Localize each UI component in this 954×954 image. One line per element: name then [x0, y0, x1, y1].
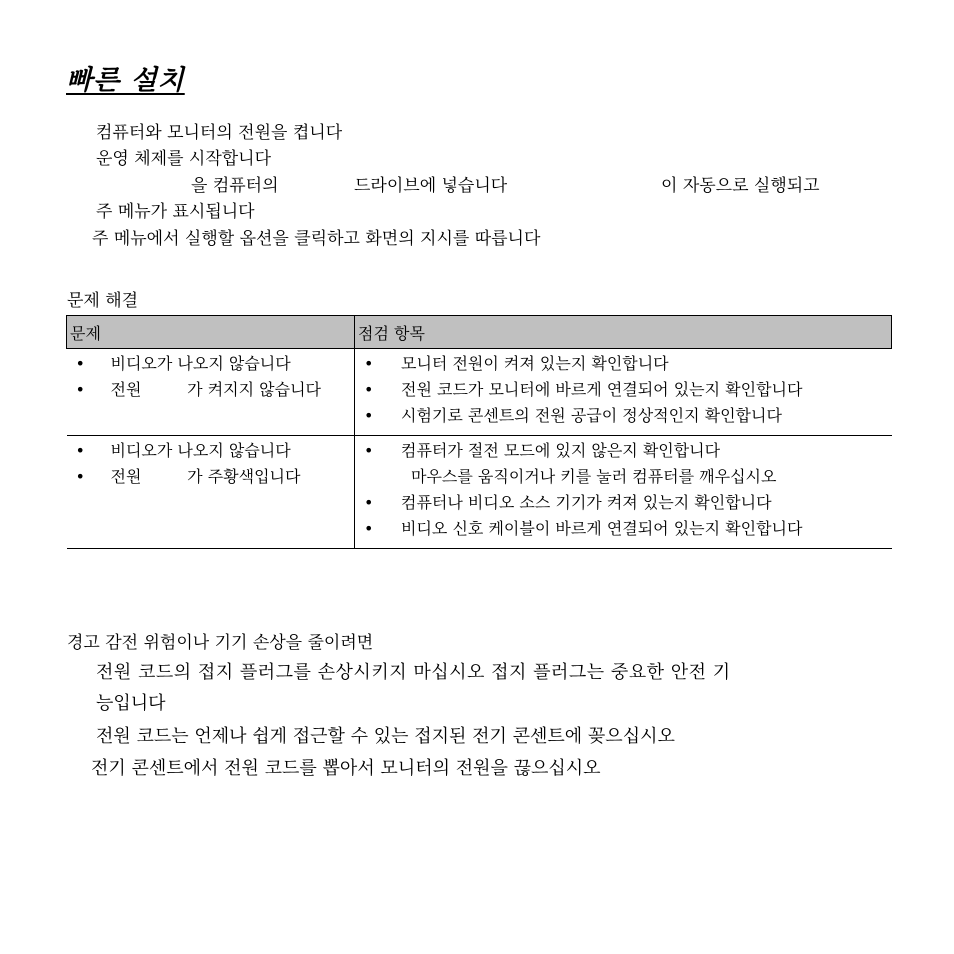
warning-heading: 경고 감전 위험이나 기기 손상을 줄이려면 [67, 633, 374, 653]
setup-step-3b: 드라이브에 넣습니다 [354, 176, 508, 196]
warning-line-1: 전원 코드의 접지 플러그를 손상시키지 마십시오 접지 플러그는 중요한 안전 기 [96, 662, 731, 683]
column-header-check: 점검 항목 [355, 316, 892, 349]
check-item: • 컴퓨터가 절전 모드에 있지 않은지 확인합니다 [355, 438, 892, 464]
table-row [67, 436, 892, 549]
page-title: 빠른 설치 [66, 65, 185, 96]
setup-step-3c: 이 자동으로 실행되고 [661, 176, 820, 196]
check-item: • 컴퓨터나 비디오 소스 기기가 켜져 있는지 확인합니다 [355, 490, 892, 516]
table-row [67, 349, 892, 436]
check-cell [355, 349, 892, 436]
problem-cell [67, 436, 355, 549]
troubleshooting-heading: 문제 해결 [67, 291, 139, 311]
setup-step-2: 운영 체제를 시작합니다 [96, 149, 272, 169]
check-cell [355, 436, 892, 549]
problem-item: • 전원 가 주황색입니다 [67, 464, 355, 490]
warning-line-3: 전기 콘센트에서 전원 코드를 뽑아서 모니터의 전원을 끊으십시오 [91, 758, 601, 779]
warning-line-1b: 능입니다 [96, 693, 166, 714]
problem-cell [67, 349, 355, 436]
problem-item: • 비디오가 나오지 않습니다 [67, 438, 355, 464]
column-header-problem: 문제 [67, 316, 355, 349]
problem-item: • 전원 가 켜지지 않습니다 [67, 377, 355, 403]
check-item-note: 마우스를 움직이거나 키를 눌러 컴퓨터를 깨우십시오 [411, 467, 777, 486]
setup-step-4: 주 메뉴에서 실행할 옵션을 클릭하고 화면의 지시를 따릅니다 [92, 229, 541, 249]
check-item: • 시험기로 콘센트의 전원 공급이 정상적인지 확인합니다 [355, 403, 892, 429]
check-item: • 전원 코드가 모니터에 바르게 연결되어 있는지 확인합니다 [355, 377, 892, 403]
setup-step-3a: 을 컴퓨터의 [191, 176, 279, 196]
warning-line-2: 전원 코드는 언제나 쉽게 접근할 수 있는 접지된 전기 콘센트에 꽂으십시오 [96, 726, 675, 747]
check-item: • 모니터 전원이 켜져 있는지 확인합니다 [355, 351, 892, 377]
troubleshooting-table [66, 315, 892, 549]
setup-step-3d: 주 메뉴가 표시됩니다 [96, 202, 255, 222]
setup-step-1: 컴퓨터와 모니터의 전원을 켭니다 [96, 123, 343, 143]
problem-item: • 비디오가 나오지 않습니다 [67, 351, 355, 377]
check-item: • 비디오 신호 케이블이 바르게 연결되어 있는지 확인합니다 [355, 516, 892, 542]
